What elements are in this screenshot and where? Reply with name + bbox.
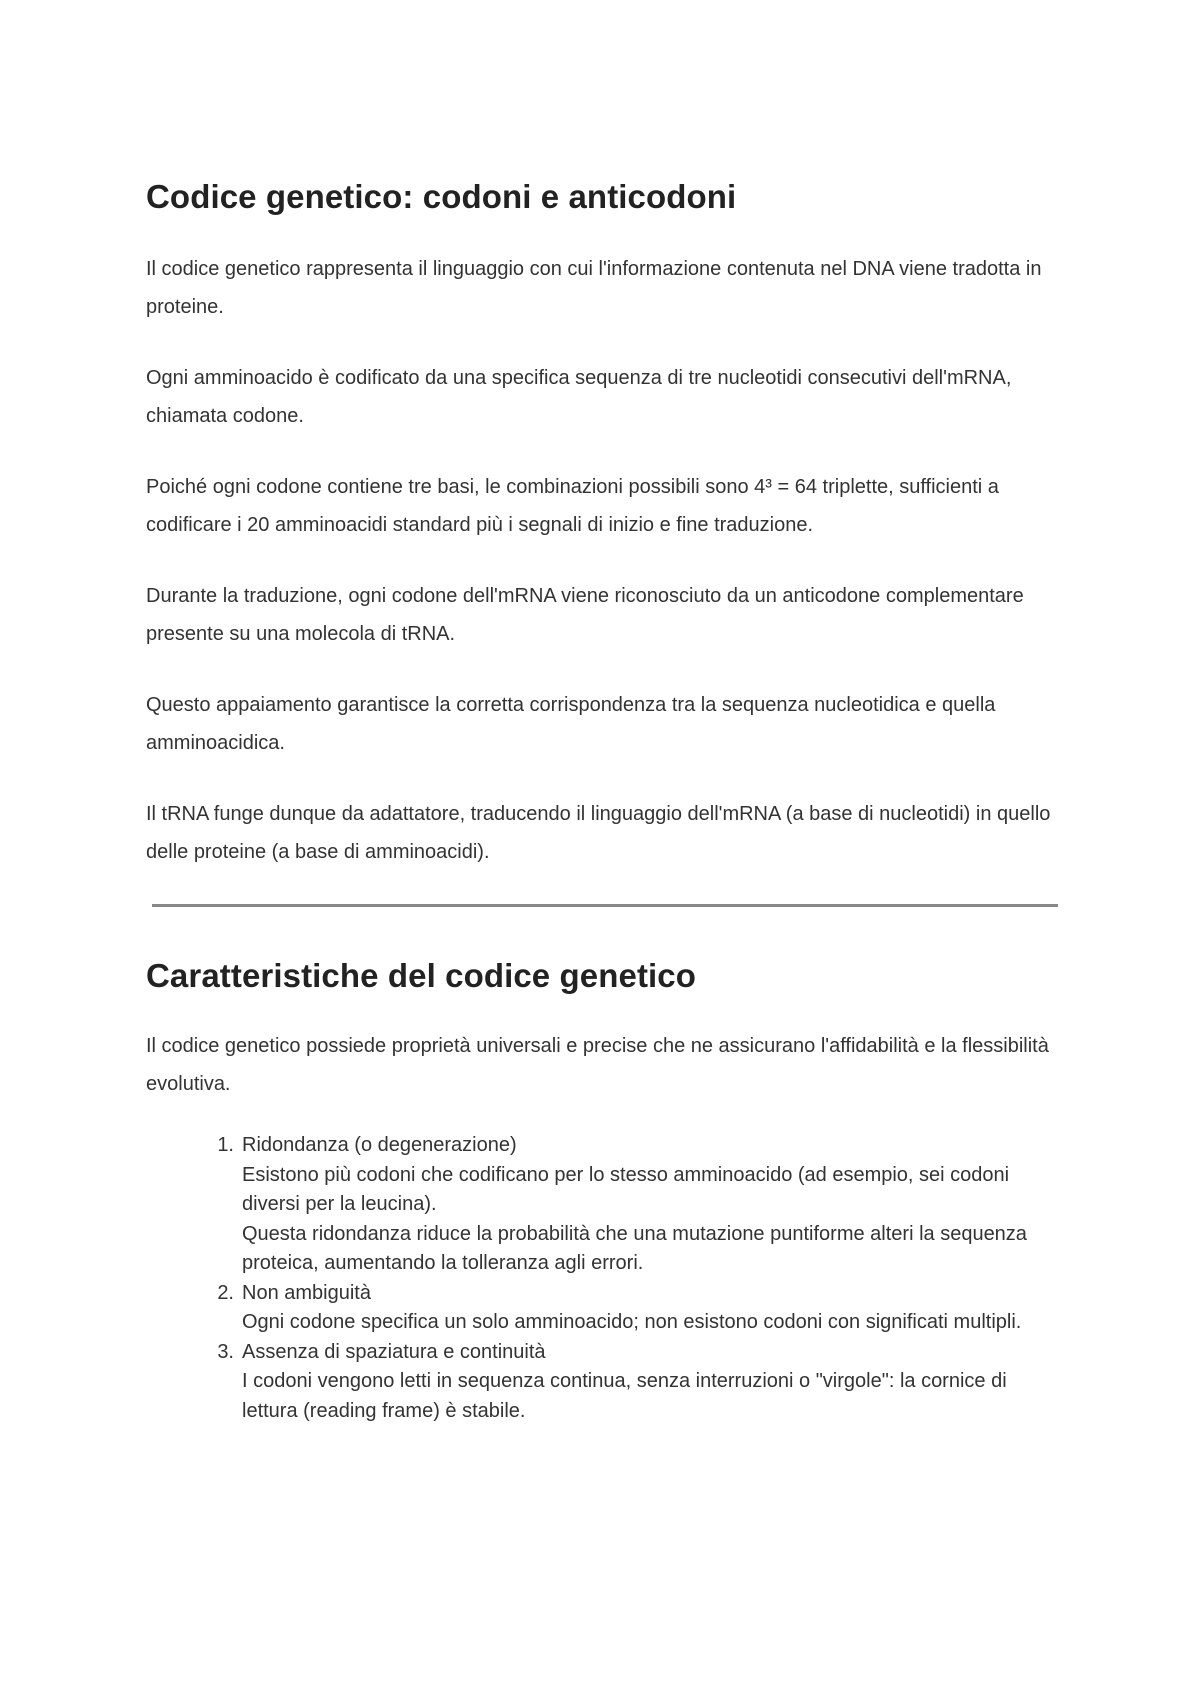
list-item-text: Ogni codone specifica un solo amminoacido; non esistono codoni con significati multipli. (242, 1311, 1022, 1333)
list-item-title: Ridondanza (o degenerazione) (242, 1134, 517, 1156)
paragraph: Il codice genetico rappresenta il linguaggio con cui l'informazione contenuta nel DNA viene tradotta in proteine. (146, 258, 1042, 318)
paragraph: Poiché ogni codone contiene tre basi, le combinazioni possibili sono 4³ = 64 triplette, sufficienti a codificare i 20 amminoacidi standard più i segnali di inizio e fine traduzione. (146, 476, 999, 536)
section-title-caratteristiche: Caratteristiche del codice genetico (146, 957, 697, 994)
list-number: 3. (217, 1340, 234, 1363)
intro-paragraph: Il codice genetico possiede proprietà universali e precise che ne assicurano l'affidabilità e la flessibilità evolutiva. (146, 1035, 1049, 1095)
list-item-title: Assenza di spaziatura e continuità (242, 1340, 546, 1363)
paragraph: Il tRNA funge dunque da adattatore, traducendo il linguaggio dell'mRNA (a base di nucleotidi) in quello delle proteine (a base di amminoacidi). (146, 803, 1051, 863)
features-list (146, 1131, 1066, 1426)
list-number: 2. (217, 1281, 234, 1304)
list-item-title: Non ambiguità (242, 1281, 371, 1304)
paragraph: Durante la traduzione, ogni codone dell'mRNA viene riconosciuto da un anticodone complementare presente su una molecola di tRNA. (146, 585, 1024, 645)
list-item (217, 1338, 1066, 1427)
section-title-codice-genetico: Codice genetico: codoni e anticodoni (146, 178, 737, 215)
paragraph: Questo appaiamento garantisce la corretta corrispondenza tra la sequenza nucleotidica e quella amminoacidica. (146, 694, 996, 754)
list-item (217, 1279, 1066, 1338)
list-item-text: Questa ridondanza riduce la probabilità che una mutazione puntiforme alteri la sequenza proteica, aumentando la tolleranza agli errori. (242, 1222, 1027, 1274)
list-number: 1. (217, 1134, 234, 1156)
list-item (217, 1131, 1066, 1279)
list-item-text: I codoni vengono letti in sequenza continua, senza interruzioni o "virgole": la cornice di lettura (reading frame) è stabile. (242, 1370, 1007, 1422)
section-divider (152, 904, 1058, 907)
paragraph: Ogni amminoacido è codificato da una specifica sequenza di tre nucleotidi consecutivi dell'mRNA, chiamata codone. (146, 367, 1012, 427)
list-item-text: Esistono più codoni che codificano per lo stesso amminoacido (ad esempio, sei codoni diversi per la leucina). (242, 1163, 1010, 1215)
document-content (146, 176, 1066, 1426)
